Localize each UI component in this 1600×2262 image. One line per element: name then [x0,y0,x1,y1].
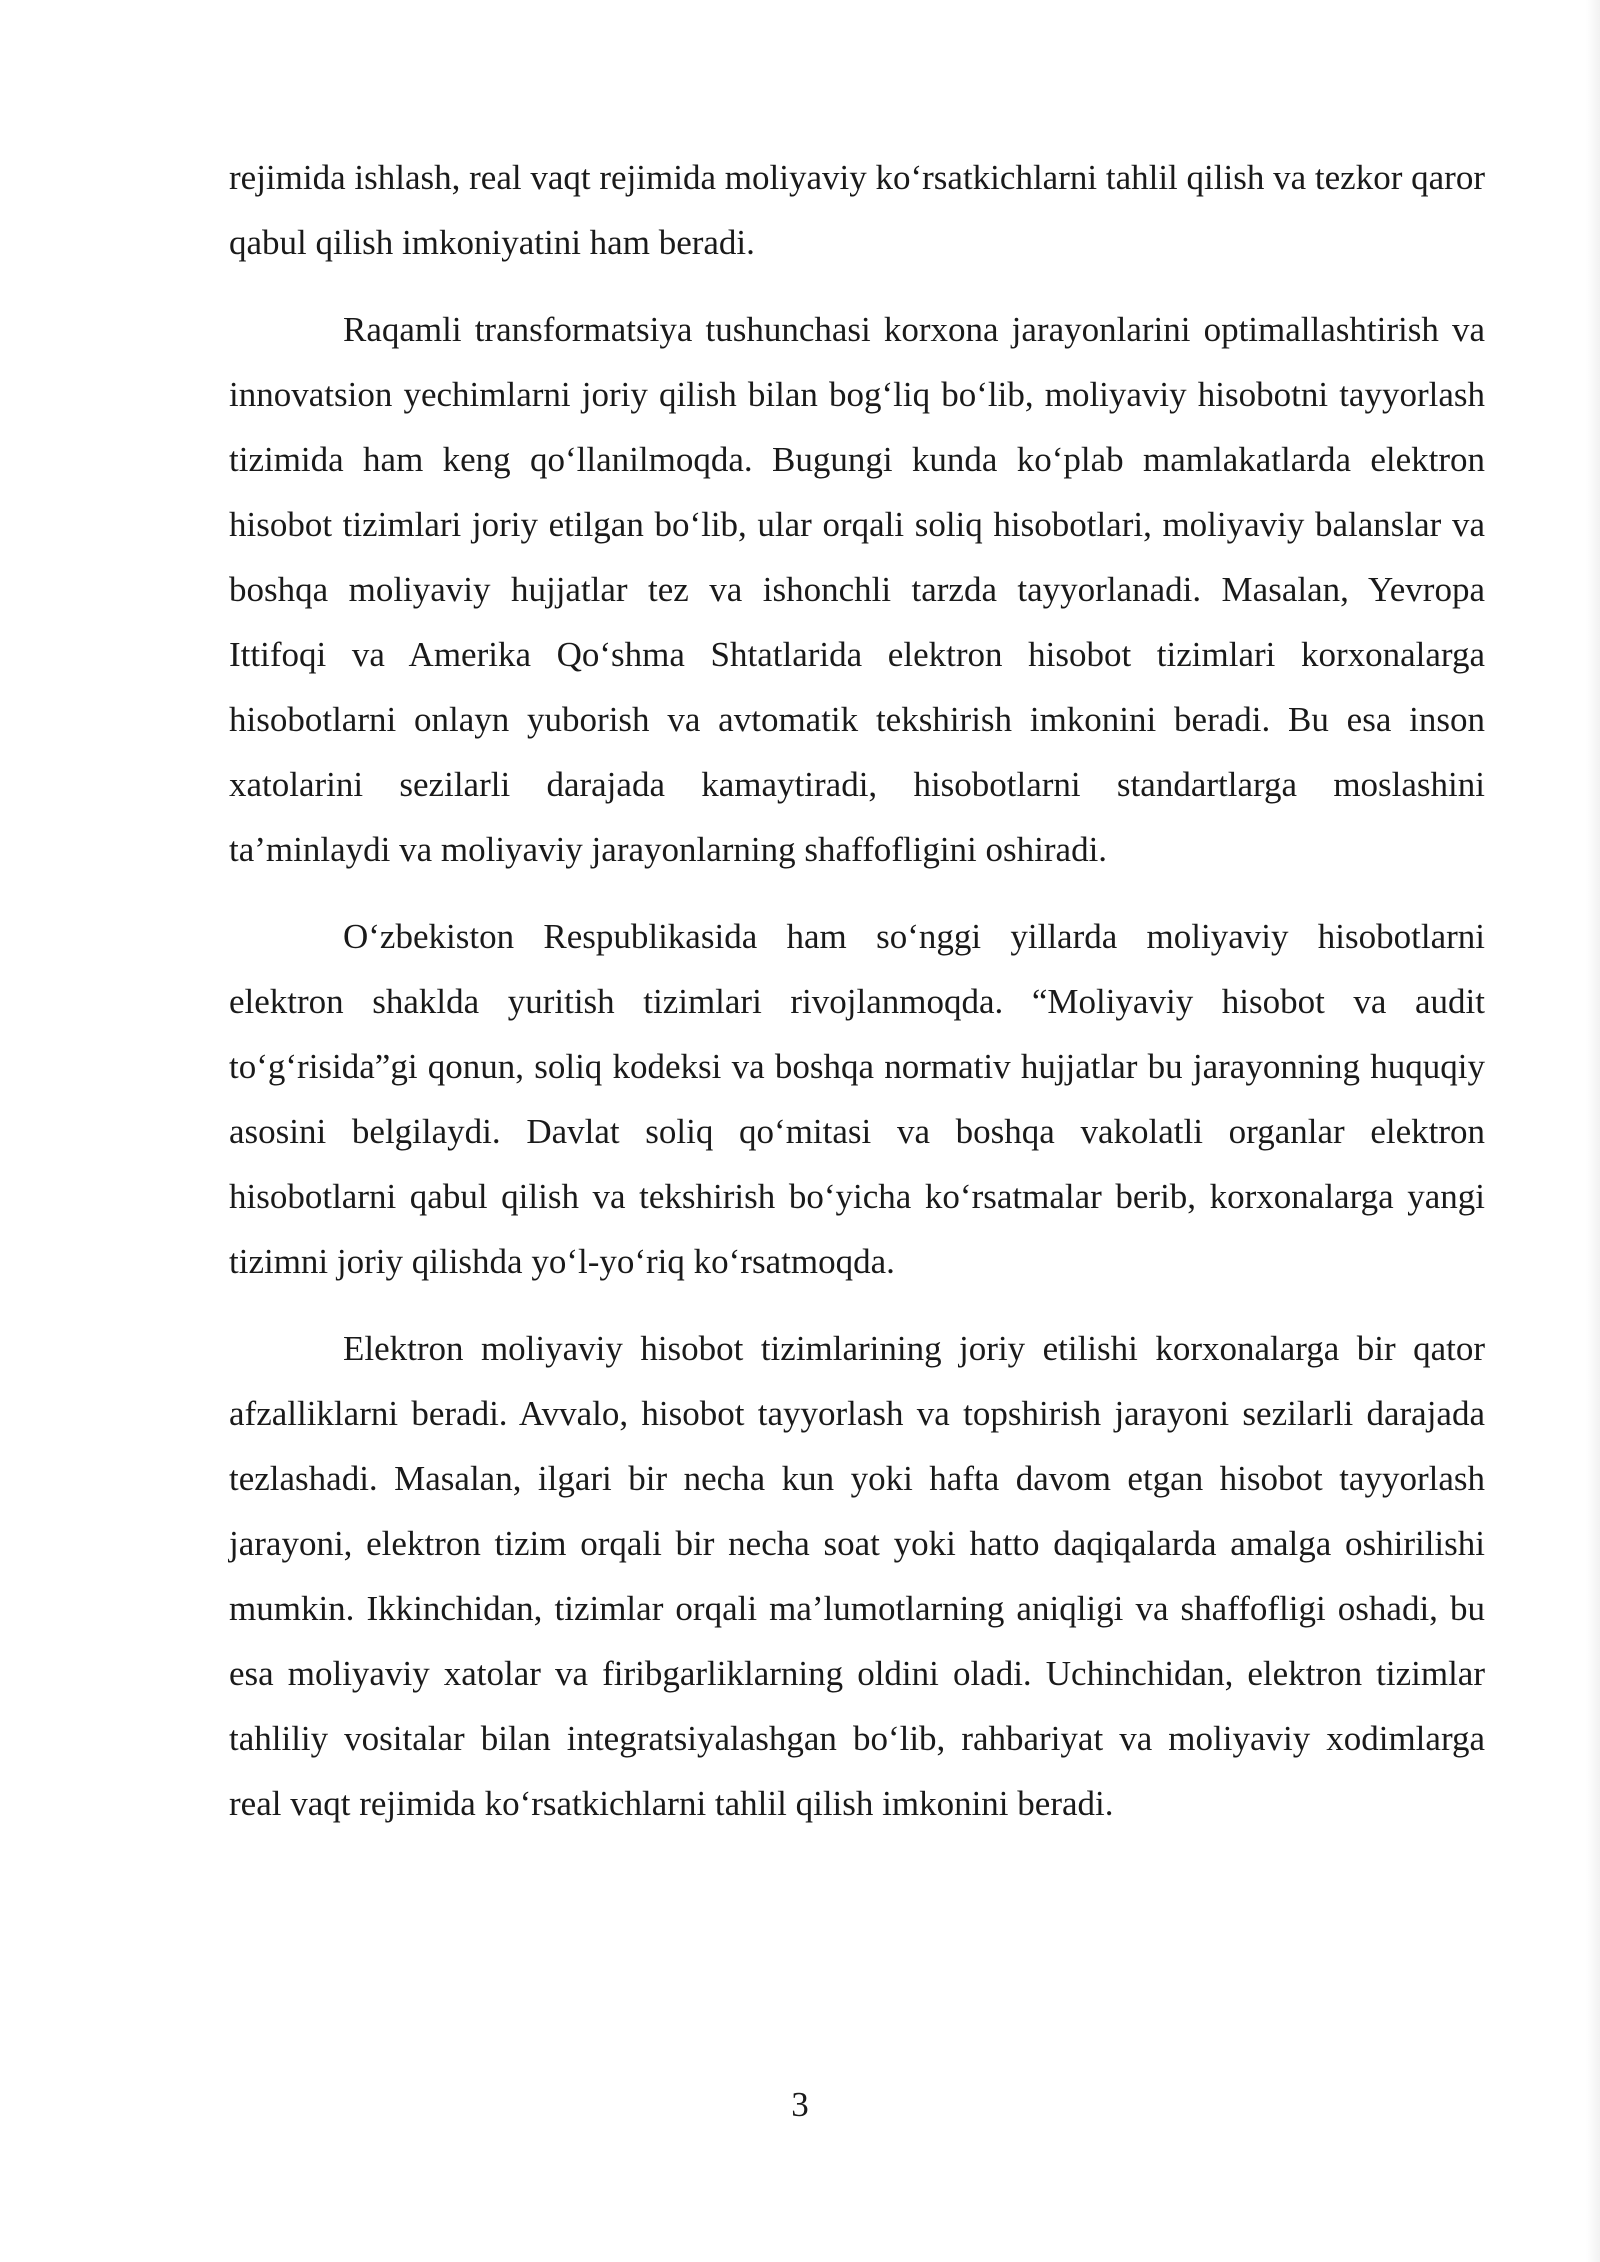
paragraph-digital-transformation: Raqamli transformatsiya tushunchasi korxona jarayonlarini optimallashtirish va innovatsion yechimlarni joriy qilish bilan bog‘liq bo‘lib, moliyaviy hisobotni tayyorlash tizimida ham keng qo‘llanilmoqda. Bugungi kunda ko‘plab mamlakatlarda elektron hisobot tizimlari joriy etilgan bo‘lib, ular orqali soliq hisobotlari, moliyaviy balanslar va boshqa moliyaviy hujjatlar tez va ishonchli tarzda tayyorlanadi. Masalan, Yevropa Ittifoqi va Amerika Qo‘shma Shtatlarida elektron hisobot tizimlari korxonalarga hisobotlarni onlayn yuborish va avtomatik tekshirish imkonini beradi. Bu esa inson xatolarini sezilarli darajada kamaytiradi, hisobotlarni standartlarga moslashini ta’minlaydi va moliyaviy jarayonlarning shaffofligini oshiradi. [229,310,1485,869]
page-edge-shadow [1586,0,1600,2262]
paragraph-continuation: rejimida ishlash, real vaqt rejimida moliyaviy ko‘rsatkichlarni tahlil qilish va tezkor qaror qabul qilish imkoniyatini ham beradi. [229,158,1485,262]
body-text [229,145,1485,1858]
page-number: 3 [791,2085,809,2124]
paragraph-advantages: Elektron moliyaviy hisobot tizimlarining joriy etilishi korxonalarga bir qator afzalliklarni beradi. Avvalo, hisobot tayyorlash va topshirish jarayoni sezilarli darajada tezlashadi. Masalan, ilgari bir necha kun yoki hafta davom etgan hisobot tayyorlash jarayoni, elektron tizim orqali bir necha soat yoki hatto daqiqalarda amalga oshirilishi mumkin. Ikkinchidan, tizimlar orqali ma’lumotlarning aniqligi va shaffofligi oshadi, bu esa moliyaviy xatolar va firibgarliklarning oldini oladi. Uchinchidan, elektron tizimlar tahliliy vositalar bilan integratsiyalashgan bo‘lib, rahbariyat va moliyaviy xodimlarga real vaqt rejimida ko‘rsatkichlarni tahlil qilish imkonini beradi. [229,1329,1485,1823]
paragraph-uzbekistan-reporting: O‘zbekiston Respublikasida ham so‘nggi yillarda moliyaviy hisobotlarni elektron shaklda yuritish tizimlari rivojlanmoqda. “Moliyaviy hisobot va audit to‘g‘risida”gi qonun, soliq kodeksi va boshqa normativ hujjatlar bu jarayonning huquqiy asosini belgilaydi. Davlat soliq qo‘mitasi va boshqa vakolatli organlar elektron hisobotlarni qabul qilish va tekshirish bo‘yicha ko‘rsatmalar berib, korxonalarga yangi tizimni joriy qilishda yo‘l-yo‘riq ko‘rsatmoqda. [229,917,1485,1281]
